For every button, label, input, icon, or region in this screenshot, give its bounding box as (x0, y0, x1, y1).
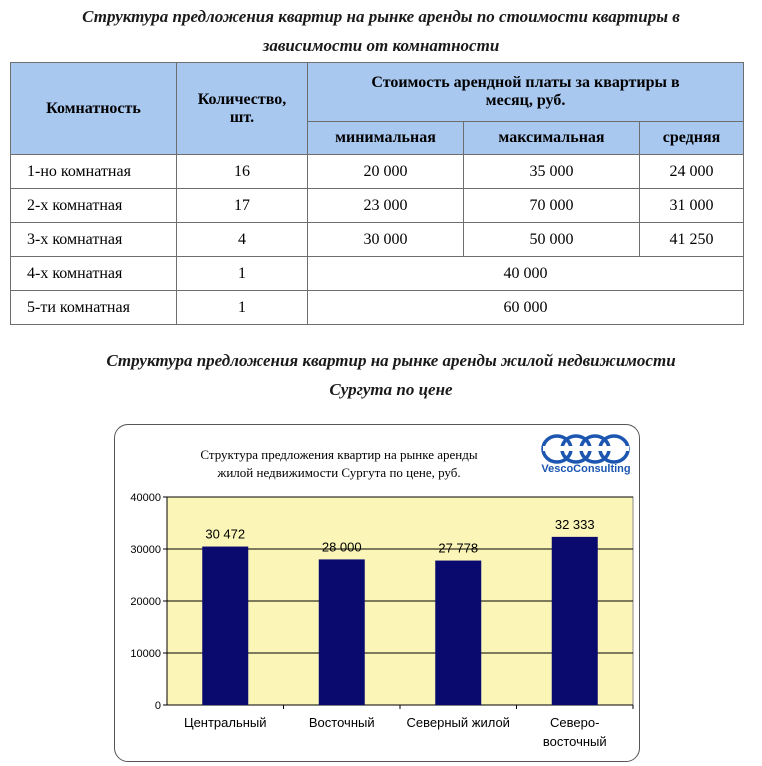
cell-rooms: 3-х комнатная (11, 223, 177, 257)
cell-rooms: 5-ти комнатная (11, 291, 177, 325)
cell-price-merged: 40 000 (308, 257, 744, 291)
chart-heading-line2: Сургута по цене (329, 380, 453, 399)
cell-max: 70 000 (464, 189, 640, 223)
cell-rooms: 1-но комнатная (11, 155, 177, 189)
col-header-cost-line1: Стоимость арендной платы за квартиры в (371, 74, 680, 91)
table-row (11, 223, 744, 257)
col-header-count-line2: шт. (229, 108, 255, 126)
cell-avg: 31 000 (640, 189, 744, 223)
cell-avg: 24 000 (640, 155, 744, 189)
cell-rooms: 2-х комнатная (11, 189, 177, 223)
data-label: 30 472 (205, 526, 246, 542)
cell-price-merged: 60 000 (308, 291, 744, 325)
y-tick-label: 10000 (130, 648, 161, 660)
data-label: 27 778 (438, 540, 479, 556)
col-header-cost (308, 63, 744, 122)
col-header-max: максимальная (464, 122, 640, 155)
chart-title-line1: Структура предложения квартир на рынке аренды (200, 447, 478, 462)
cell-count: 4 (177, 223, 308, 257)
x-tick-label: Центральный (183, 715, 267, 730)
col-header-count (177, 63, 308, 155)
chart-heading-line1: Структура предложения квартир на рынке аренды жилой недвижимости (106, 351, 676, 370)
logo-text: VescoConsulting (541, 463, 631, 475)
y-tick-label: 40000 (130, 492, 161, 504)
chart-title-line2: жилой недвижимости Сургута по цене, руб. (217, 465, 461, 480)
bar (435, 561, 481, 705)
vesco-logo (541, 436, 630, 475)
x-tick-label: восточный (542, 734, 607, 749)
cell-min: 20 000 (308, 155, 464, 189)
data-label: 32 333 (554, 516, 595, 532)
col-header-avg: средняя (640, 122, 744, 155)
cell-rooms: 4-х комнатная (11, 257, 177, 291)
col-header-rooms: Комнатность (11, 63, 177, 155)
x-tick-label: Северный жилой (406, 715, 510, 730)
bar-chart (115, 425, 639, 761)
table-heading (0, 2, 762, 60)
col-header-cost-line2: месяц, руб. (485, 92, 566, 109)
x-tick-label: Восточный (308, 715, 375, 730)
x-tick-label: Северо- (550, 715, 600, 730)
logo-gap-icon (543, 446, 629, 451)
cell-max: 35 000 (464, 155, 640, 189)
chart-container (114, 424, 640, 762)
cell-avg: 41 250 (640, 223, 744, 257)
col-header-count-line1: Количество, (197, 90, 287, 108)
table-row (11, 257, 744, 291)
table-row (11, 155, 744, 189)
table-row (11, 189, 744, 223)
plot-area (130, 492, 633, 749)
table-heading-line2: зависимости от комнатности (262, 36, 500, 55)
cell-min: 23 000 (308, 189, 464, 223)
chart-heading (20, 346, 762, 404)
cell-count: 1 (177, 257, 308, 291)
cell-count: 17 (177, 189, 308, 223)
table-heading-line1: Структура предложения квартир на рынке аренды по стоимости квартиры в (82, 7, 680, 26)
bar (202, 547, 248, 705)
cell-count: 16 (177, 155, 308, 189)
y-tick-label: 0 (154, 700, 161, 712)
y-tick-label: 20000 (130, 596, 161, 608)
cell-max: 50 000 (464, 223, 640, 257)
cell-count: 1 (177, 291, 308, 325)
col-header-min: минимальная (308, 122, 464, 155)
bar (552, 537, 598, 705)
rent-table (10, 62, 744, 325)
data-label: 28 000 (321, 539, 362, 555)
bar (319, 559, 365, 705)
cell-min: 30 000 (308, 223, 464, 257)
y-tick-label: 30000 (130, 544, 161, 556)
table-row (11, 291, 744, 325)
